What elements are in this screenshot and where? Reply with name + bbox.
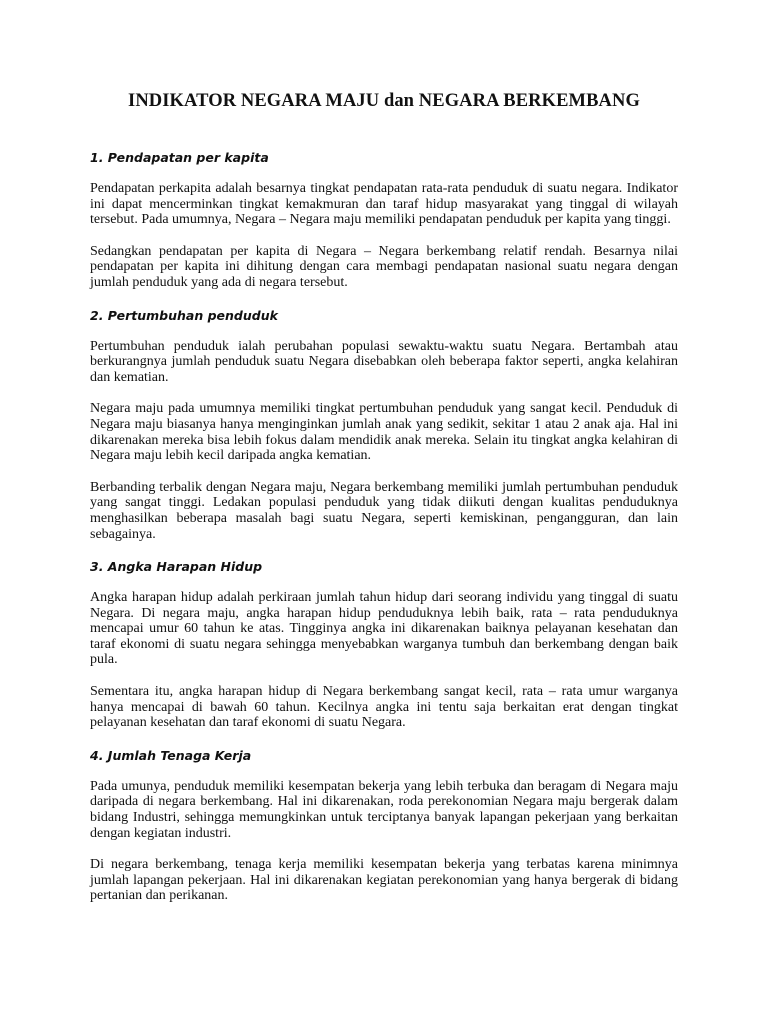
section-pertumbuhan-penduduk	[90, 307, 678, 543]
section-heading: 2. Pertumbuhan penduduk	[90, 307, 278, 323]
document-body	[90, 149, 678, 904]
paragraph: Di negara berkembang, tenaga kerja memiliki kesempatan bekerja yang terbatas karena minimnya jumlah lapangan pekerjaan. Hal ini dikarenakan kegiatan perekonomian yang hanya bergerak di bidang pertanian dan perikanan.	[90, 857, 678, 904]
document-title: INDIKATOR NEGARA MAJU dan NEGARA BERKEMBANG	[128, 91, 640, 112]
paragraph: Sedangkan pendapatan per kapita di Negara – Negara berkembang relatif rendah. Besarnya nilai pendapatan per kapita ini dihitung dengan cara membagi pendapatan nasional suatu negara dengan jumlah penduduk yang ada di negara tersebut.	[90, 243, 678, 290]
section-heading: 1. Pendapatan per kapita	[90, 150, 269, 165]
paragraph: Berbanding terbalik dengan Negara maju, Negara berkembang memiliki jumlah pertumbuhan penduduk yang sangat tinggi. Ledakan populasi penduduk yang tidak diikuti dengan kualitas penduduknya menghasilkan beberapa masalah bagi suatu Negara, seperti kemiskinan, pengangguran, dan lain sebagainya.	[90, 479, 678, 542]
paragraph: Angka harapan hidup adalah perkiraan jumlah tahun hidup dari seorang individu yang tinggal di suatu Negara. Di negara maju, angka harapan hidup penduduknya lebih baik, rata – rata penduduknya mencapai umur 60 tahun ke atas. Tingginya angka ini dikarenakan baiknya pelayanan kesehatan dan taraf ekonomi di suatu negara sehingga menyebabkan warganya tumbuh dan berkembang dengan baik pula.	[90, 590, 678, 668]
paragraph: Pada umunya, penduduk memiliki kesempatan bekerja yang lebih terbuka dan beragam di Negara maju daripada di negara berkembang. Hal ini dikarenakan, roda perekonomian Negara maju bergerak dalam bidang Industri, sehingga memungkinkan untuk terciptanya banyak lapangan pekerjaan yang berkaitan dengan kegiatan industri.	[90, 778, 678, 841]
paragraph: Sementara itu, angka harapan hidup di Negara berkembang sangat kecil, rata – rata umur warganya hanya mencapai di bawah 60 tahun. Kecilnya angka ini tentu saja berkaitan erat dengan tingkat pelayanan kesehatan dan taraf ekonomi di suatu Negara.	[90, 684, 678, 731]
section-angka-harapan-hidup	[90, 558, 678, 731]
section-heading: 4. Jumlah Tenaga Kerja	[90, 747, 252, 763]
section-pendapatan-per-kapita	[90, 149, 678, 291]
paragraph: Negara maju pada umumnya memiliki tingkat pertumbuhan penduduk yang sangat kecil. Penduduk di Negara maju biasanya hanya menginginkan jumlah anak yang sedikit, sekitar 1 atau 2 anak aja. Hal ini dikarenakan mereka bisa lebih fokus dalam mendidik anak mereka. Selain itu tingkat angka kelahiran di Negara maju lebih kecil daripada angka kematian.	[90, 401, 678, 464]
paragraph: Pertumbuhan penduduk ialah perubahan populasi sewaktu-waktu suatu Negara. Bertambah atau berkurangnya jumlah penduduk suatu Negara disebabkan oleh beberapa faktor seperti, angka kelahiran dan kematian.	[90, 338, 678, 385]
section-heading: 3. Angka Harapan Hidup	[90, 559, 263, 575]
section-jumlah-tenaga-kerja	[90, 747, 678, 904]
paragraph: Pendapatan perkapita adalah besarnya tingkat pendapatan rata-rata penduduk di suatu negara. Indikator ini dapat mencerminkan tingkat kemakmuran dan taraf hidup masyarakat yang tinggal di wilayah tersebut. Pada umumnya, Negara – Negara maju memiliki pendapatan penduduk per kapita yang tinggi.	[90, 181, 678, 228]
